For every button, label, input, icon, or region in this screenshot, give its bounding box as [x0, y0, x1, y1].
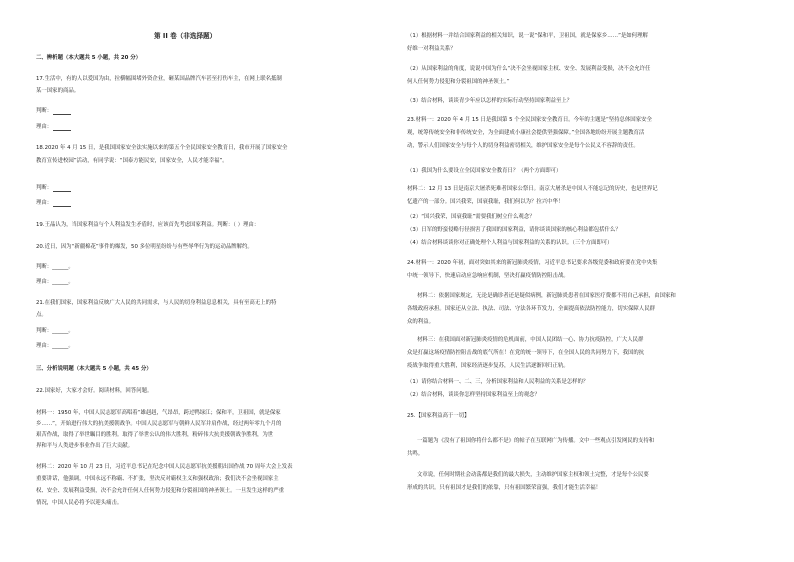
q23-m1-line-2: 观，统筹传统安全和非传统安全，为全面建成小康社会提供坚强保障。”全国各地纷纷开展主题教育活	[407, 130, 645, 136]
q18-line-1: 18.2020 年 4 月 15 日，是我国国家安全法实施以来的第五个全民国家安全教育日，我市开展了国家安全	[36, 145, 288, 151]
q22-sub1-line-1: （1）根据材料一并结合国家利益的相关知识，说一说“保和平，卫祖国，就是保家乡……”是如何理解	[407, 33, 648, 39]
q23-sub3: （3）日军的野蛮侵略行径损害了我国的国家利益，请你谈谈国家的核心利益都包括什么？	[407, 227, 621, 233]
q17-judge: 判断：	[36, 108, 71, 115]
answer-blank[interactable]	[53, 125, 71, 131]
q21-line-2: 点。	[36, 312, 47, 318]
q22-m2-line-2: 重要讲话，他强调，中国永远不称霸、不扩张，坚决反对霸权主义和强权政治；我们决不会坐视国家主	[36, 476, 279, 482]
q24-m3-line-1: 材料三：在我国面对新冠肺炎疫情的危机面前，中国人民团结一心、协力抗疫防控，广大人民群	[417, 337, 644, 343]
q25-p2-line-2: 形成的共识。只有祖国才是我们的依靠，只有祖国繁荣富强，我们才能生活幸福！	[407, 485, 602, 491]
q17-line-2: 某一国家的商品。	[36, 88, 80, 94]
q17-reason: 理由：	[36, 124, 71, 131]
q18-line-2: 教育宣传进校园”活动，有同学说：“国泰方能民安，国家安全，人民才能幸福”。	[36, 158, 228, 164]
q24-m3-line-3: 疫战争取得重大胜利，国家经济逐步复苏，人民生活逐渐回归正轨。	[407, 363, 569, 369]
answer-blank[interactable]	[53, 186, 71, 192]
answer-blank[interactable]	[53, 109, 71, 115]
q25-p1-line-1: 一篇题为《没有了祖国你将什么都不是》的帖子在互联网广为传播。文中一些观点引发网民的支持和	[417, 438, 655, 444]
q24-sub2: （2）结合材料，谈谈你怎样坚持国家利益至上的观念？	[407, 392, 540, 398]
q20-judge: 判断：______。	[36, 264, 74, 270]
q24-m1-line-2: 中统一领导下，快速启动应急响应机制，坚决打赢疫情防控阻击战。	[407, 273, 569, 279]
q22-m2-line-3: 权、安全、发展利益受损，决不会允许任何人任何势力侵犯和分裂祖国的神圣领土。一旦发生这样的严重	[36, 488, 284, 494]
q23-sub4: （4）结合材料谈谈你对正确处理个人利益与国家利益的关系的认识。（三个方面即可）	[407, 240, 613, 246]
q18-judge: 判断：	[36, 185, 71, 192]
q22-sub2-line-2: 何人任何势力侵犯和分裂祖国的神圣领土。”	[407, 79, 510, 85]
q22-stem: 22.国家好，大家才会好。阅读材料，回答问题。	[36, 388, 153, 394]
q22-m2-line-1: 材料二：2020 年 10 月 23 日，习近平总书记在纪念中国人民志愿军抗美援朝出国作战 70 周年大会上发表	[36, 464, 293, 470]
q25-p1-line-2: 共鸣。	[407, 451, 424, 457]
q25-p2-line-1: 文章说，任何时期社会动荡都是我们的最大损失，主动维护国家主权和领土完整，才是每个公民要	[417, 472, 649, 478]
section-3-heading: 三、分析说明题（本大题共 5 小题，共 45 分）	[36, 366, 152, 372]
q23-sub1: （1）我国为什么要设立全民国家安全教育日？（两个方面即可）	[407, 168, 562, 174]
q18-reason: 理由：	[36, 200, 71, 207]
q22-m1-line-1: 材料一：1950 年，中国人民志愿军高唱着“雄赳赳，气昂昂，跨过鸭绿江；保和平，卫祖国，就是保家	[36, 410, 281, 416]
q24-m2-line-1: 材料二：依据国家规定，无论是确诊者还是疑似病例，新冠肺炎患者在国家医疗费都不用自己承担，由国家和	[417, 293, 676, 299]
q22-sub1-line-2: 好维一对利益关系？	[407, 46, 456, 52]
q22-m1-line-4: 界和平与人类进步事业作出了巨大贡献。	[36, 443, 134, 449]
q20-line-1: 20.近日，因为“新疆棉花”事件的爆发，50 多位明星纷纷与有些辱华行为的运动品牌解约。	[36, 244, 253, 250]
q24-m2-line-2: 各级政府承担。国家还从立法、执法、司法、守法各环节发力，全面提高依法防控能力，切实保障人民群	[407, 306, 655, 312]
q17-line-1: 17.生活中，有的人以爱国为由，拉横幅围堵外资企业，砸某国品牌汽车甚至打伤车主，在网上联名抵制	[36, 76, 282, 82]
q19: 19.王晶认为，当国家利益与个人利益发生矛盾时，应该首先考虑国家利益。判断：（ ）理由：	[36, 222, 260, 228]
answer-blank[interactable]	[53, 201, 71, 207]
q21-line-1: 21.在我们国家，国家利益反映广大人民的共同需求，与人民的切身利益息息相关，具有至高无上的特	[36, 300, 277, 306]
q24-m3-line-2: 众是打赢这场疫情防控阻击战的底气所在！在党的统一领导下，在全国人民的共同努力下，我国的抗	[407, 350, 645, 356]
q21-judge: 判断：______。	[36, 328, 74, 334]
section-2-heading: 二、辨析题（本大题共 5 小题，共 20 分）	[36, 55, 142, 61]
q24-m2-line-3: 众的利益。	[407, 319, 434, 325]
q23-sub2: （2）“国兴我荣，国衰我耻”需要我们树立什么观念？	[407, 214, 535, 220]
q24-m1-line-1: 24.材料一：2020 年初，面对突如其来的新冠肺炎疫情，习近平总书记要求各级党委和政府要在党中央集	[407, 260, 658, 266]
q22-m1-line-2: 乡……”，开始进行伟大的抗美援朝战争。中国人民志愿军与朝鲜人民军并肩作战，经过两年零九个月的	[36, 421, 282, 427]
q23-m1-line-1: 23.材料一：2020 年 4 月 15 日是我国第 5 个全民国家安全教育日。今年的主题是“坚持总体国家安全	[407, 117, 652, 123]
q24-sub1: （1）请你结合材料一、二、三，分析国家利益和人民利益的关系是怎样的？	[407, 379, 589, 385]
q22-sub3: （3）结合材料，谈谈青少年应以怎样的实际行动坚持国家利益至上？	[407, 98, 573, 104]
section-title: 第 II 卷（非选择题）	[154, 32, 217, 40]
q25-heading: 25.【国家利益高于一切】	[407, 413, 470, 419]
q23-m1-line-3: 动，警示人们国家安全与每个人的切身利益密切相关，维护国家安全是每个公民义不容辞的责任。	[407, 143, 639, 149]
q20-reason: 理由：______。	[36, 279, 74, 285]
q22-sub2-line-1: （2）从国家利益的角度，说说中国为什么“决不会坐视国家主权、安全、发展利益受损，决不会允许任	[407, 66, 651, 72]
q22-m2-line-4: 情况，中国人民必将予以迎头痛击。	[36, 500, 123, 506]
q23-m2-line-2: 忆遗产的一部分。国兴我荣，国衰我耻，我们何以为？拉兴中华！	[407, 199, 564, 205]
q22-m1-line-3: 艰苦作战，取得了举世瞩目的胜利。取得了举世公认的伟大胜利，粉碎伟大抗美援朝战争胜利，为世	[36, 432, 274, 438]
q23-m2-line-1: 材料二：12 月 13 日是南京大屠杀死难者国家公祭日。南京大屠杀是中国人不能忘记的历史，也是世界记	[407, 186, 658, 192]
q21-reason: 理由：______。	[36, 343, 74, 349]
